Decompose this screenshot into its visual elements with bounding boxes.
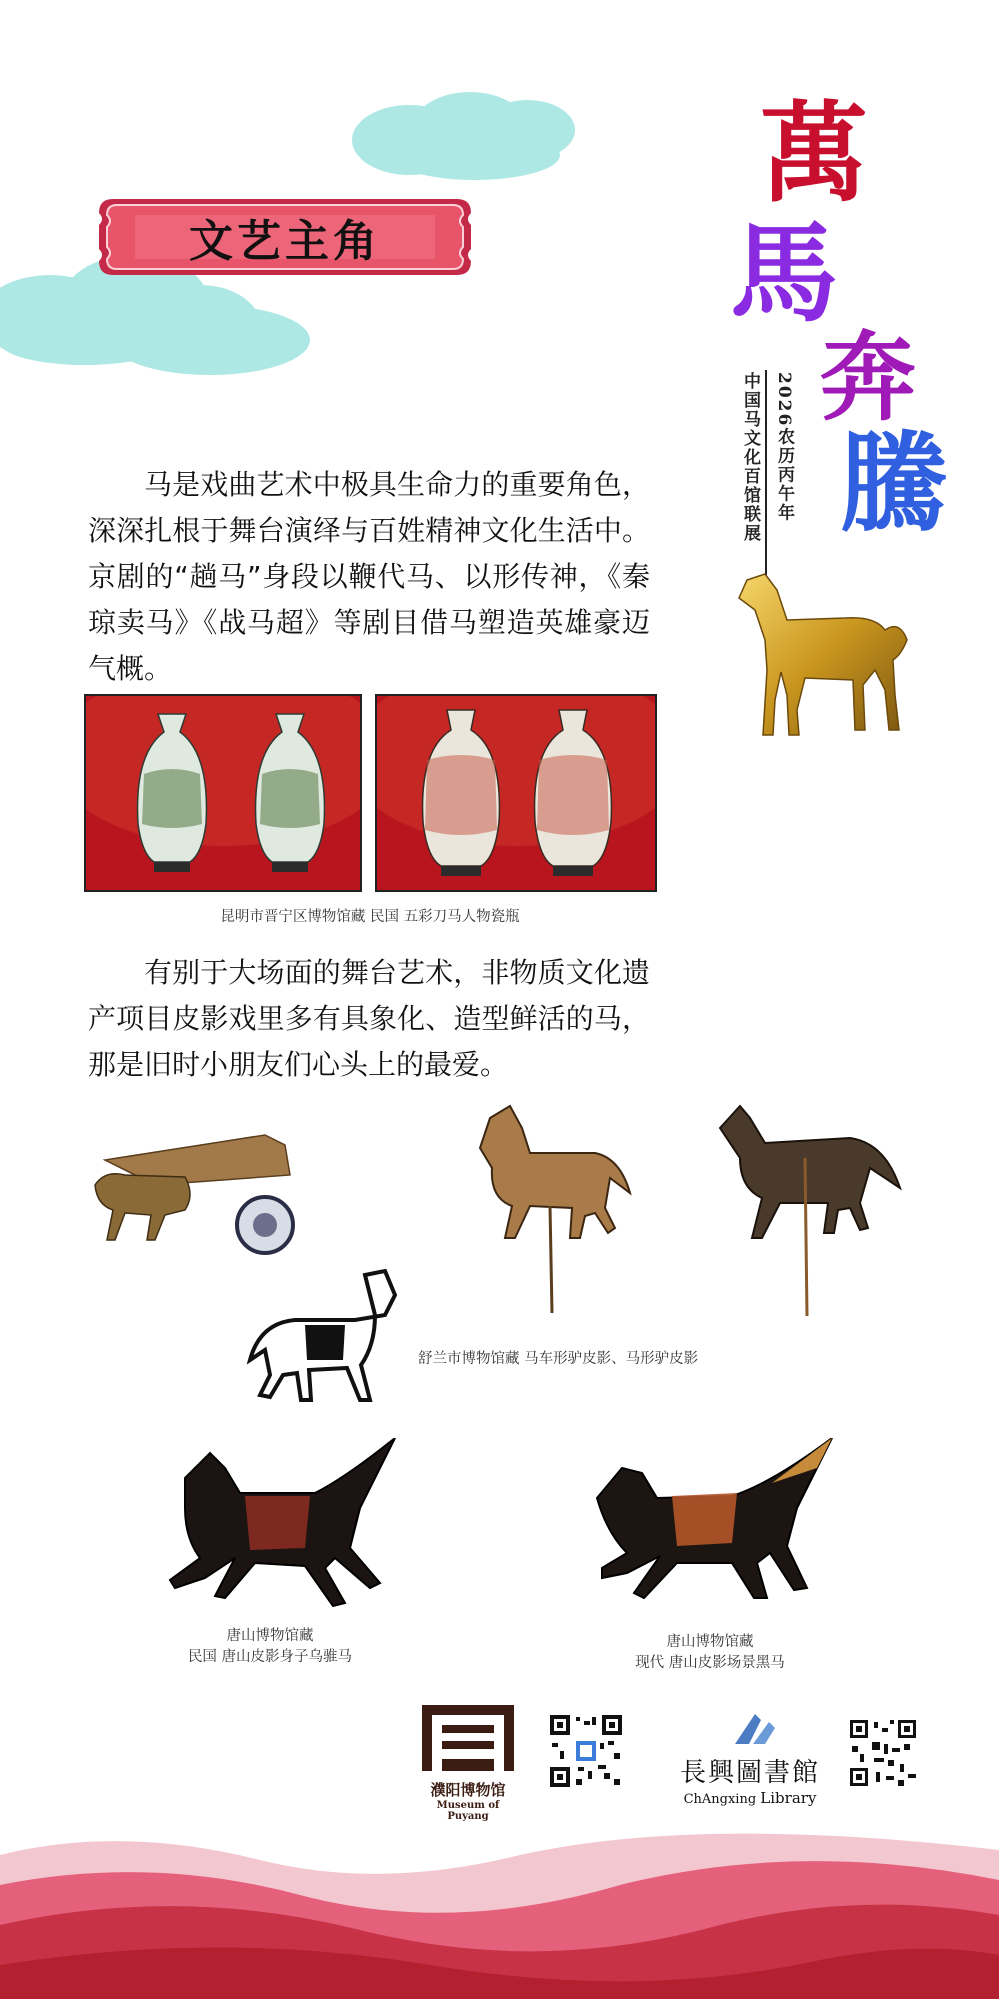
title-char-3: 奔: [820, 321, 916, 434]
caption-left-museum: 唐山博物馆藏: [226, 1628, 314, 1644]
exhibition-title: [720, 91, 990, 560]
shadow-puppet-black-steed: [145, 1438, 400, 1618]
shadow-play-paragraph: 有别于大场面的舞台艺术，非物质文化遗产项目皮影戏里多有具象化、造型鲜活的马，那是旧时小朋友们心头上的最爱。: [88, 956, 650, 1081]
subtitle-year: 2026农历丙午年: [774, 372, 794, 523]
library-logo: [665, 1708, 835, 1808]
shadow-puppet-horse-dark: [710, 1098, 910, 1318]
shadow-puppet-horse-ornate: [460, 1098, 640, 1318]
section-banner: [95, 195, 475, 279]
library-name-en: [665, 1789, 835, 1807]
caption-right-museum: 唐山博物馆藏: [666, 1634, 754, 1650]
library-emblem: [665, 1708, 835, 1748]
museum-logo: [418, 1703, 518, 1822]
library-name-en-b: Library: [760, 1789, 817, 1807]
section-title: 文艺主角: [189, 216, 381, 267]
vase-photo-left: [84, 694, 362, 892]
vase-photo-right: [375, 694, 657, 892]
museum-emblem: [418, 1703, 518, 1775]
shadow-puppet-horse-lace: [235, 1265, 405, 1410]
library-name-en-a: ChAngxing: [683, 1792, 757, 1807]
qr-code-library[interactable]: [848, 1718, 918, 1788]
vase-caption: 昆明市晋宁区博物馆藏 民国 五彩刀马人物瓷瓶: [220, 909, 520, 925]
caption-left-item: 民国 唐山皮影身子乌骓马: [187, 1649, 353, 1665]
intro-paragraph: 马是戏曲艺术中极具生命力的重要角色，深深扎根于舞台演绎与百姓精神文化生活中。京剧的“趟马”身段以鞭代马、以形传神，《秦琼卖马》《战马超》等剧目借马塑造英雄豪迈气概。: [88, 468, 650, 685]
library-name-cn: 長興圖書館: [679, 1758, 820, 1788]
caption-right-item: 现代 唐山皮影场景黑马: [635, 1655, 785, 1671]
qr-code-museum[interactable]: [548, 1713, 624, 1789]
shadow-caption: 舒兰市博物馆藏 马车形驴皮影、马形驴皮影: [418, 1351, 699, 1367]
subtitle-exhibition: 中国马文化百馆联展: [740, 372, 760, 543]
title-char-4: 騰: [840, 421, 949, 547]
title-char-2: 馬: [730, 211, 839, 337]
shadow-puppet-scene-horse: [582, 1438, 837, 1613]
shadow-puppet-carriage: [85, 1115, 310, 1265]
golden-horse-image: [725, 560, 915, 745]
bottom-wave-decoration: [0, 1815, 999, 1999]
museum-name-cn: 濮阳博物馆: [430, 1781, 506, 1799]
museum-name-en: Museum of Puyang: [436, 1800, 500, 1822]
title-char-1: 萬: [760, 91, 869, 217]
